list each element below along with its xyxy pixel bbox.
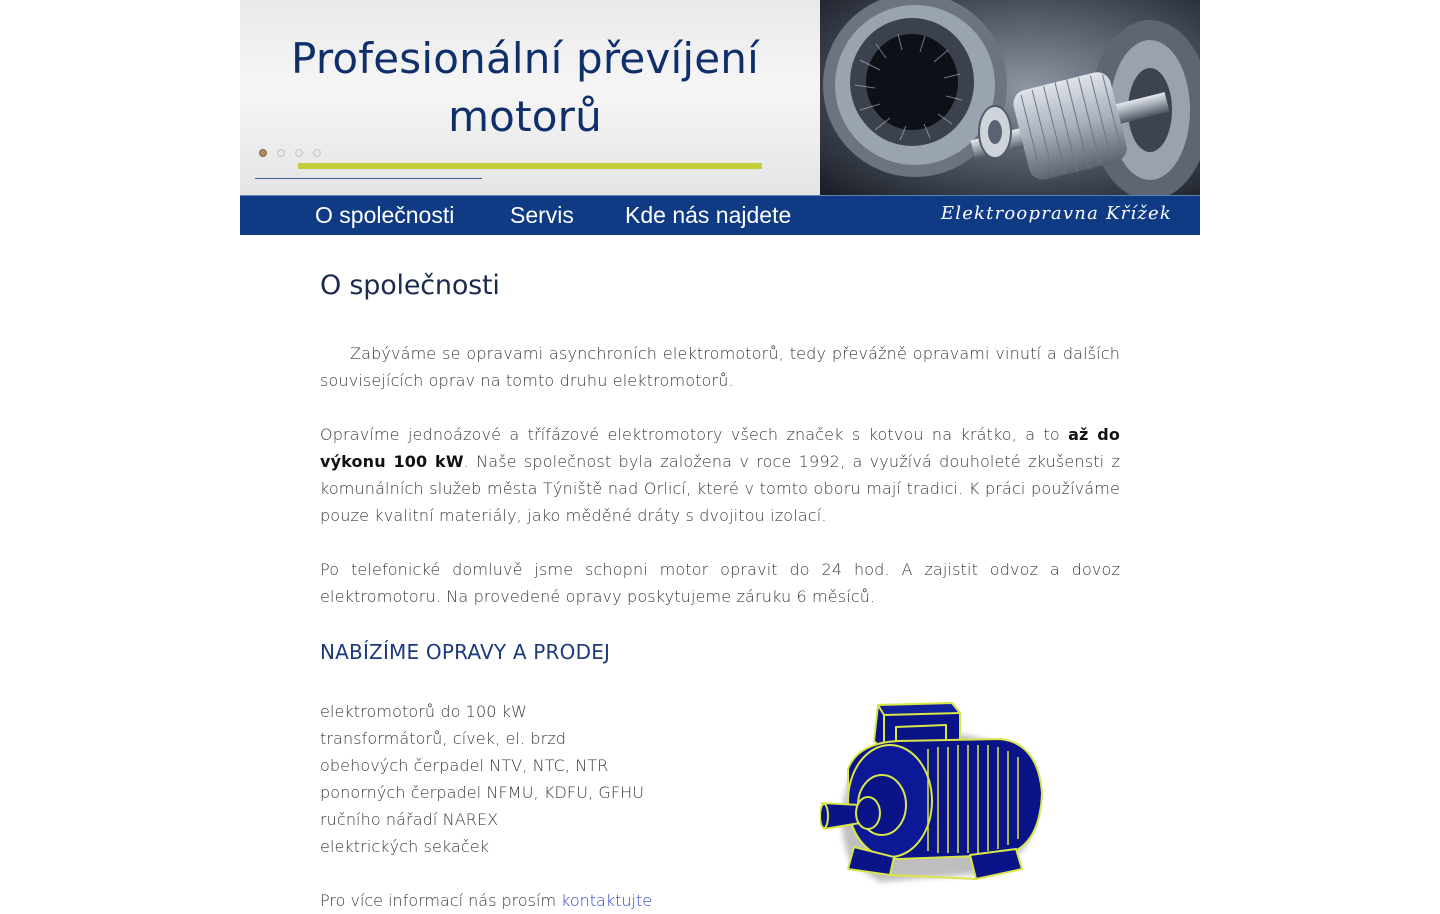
contact-link[interactable]: kontaktujte [561, 891, 653, 910]
banner-title-line2: motorů [448, 92, 602, 141]
banner-title [280, 30, 770, 146]
section-title-services: NABÍZÍME OPRAVY A PRODEJ [320, 640, 611, 664]
intro-paragraph: Zabýváme se opravami asynchroních elektromotorů, tedy převážně opravami vinutí a dalších souvisejících oprav na tomto druhu elektromotorů. [320, 344, 1120, 390]
electric-motor-illustration [820, 697, 1050, 889]
slider-dot-3[interactable] [295, 149, 303, 157]
brand-logo-text: Elektroopravna Křížek [940, 203, 1172, 224]
slider-dot-1[interactable] [259, 149, 267, 157]
list-item: transformátorů, cívek, el. brzd [320, 729, 567, 748]
banner-title-line1: Profesionální převíjení [291, 34, 759, 83]
hero-banner [240, 0, 1200, 195]
banner-divider-line [255, 178, 482, 179]
list-item: elektrických sekaček [320, 837, 490, 856]
list-item: obehových čerpadel NTV, NTC, NTR [320, 756, 609, 775]
page [240, 0, 1200, 910]
page-title: O společnosti [320, 270, 500, 301]
list-item: elektromotorů do 100 kW [320, 702, 527, 721]
service-terms-paragraph: Po telefonické domluvě jsme schopni motor opravit do 24 hod. A zajistit odvoz a dovoz elektromotoru. Na provedené opravy poskytujeme záruku 6 měsíců. [320, 560, 1120, 606]
power-limit-highlight: až do výkonu 100 kW [320, 425, 1120, 471]
slider-dot-2[interactable] [277, 149, 285, 157]
main-nav [240, 195, 1200, 235]
motor-stator-photo [820, 0, 1200, 195]
slider-dots [259, 149, 321, 157]
repair-paragraph-text-2: . Naše společnost byla založena v roce 1992, a využívá douholeté zkušensti z komunálních služeb města Týniště nad Orlicí, které v tomto oboru mají tradici. K práci používáme pouze kvalitní materiály, jako měděné dráty s dvojitou izolací. [320, 452, 1120, 525]
contact-line [320, 887, 652, 914]
contact-line-text: Pro více informací nás prosím [320, 891, 562, 910]
list-item: ručního nářadí NAREX [320, 810, 499, 829]
banner-accent-bar [298, 163, 762, 169]
nav-item-servis[interactable]: Servis [510, 202, 574, 228]
nav-item-kde-nas-najdete[interactable]: Kde nás najdete [625, 202, 792, 228]
nav-item-o-spolecnosti[interactable]: O společnosti [315, 202, 455, 228]
repair-paragraph-text: Opravíme jednoázové a třífázové elektromotory všech značek s kotvou na krátko, a to [320, 425, 1069, 444]
repair-paragraph [320, 421, 1120, 529]
service-list [320, 698, 644, 860]
slider-dot-4[interactable] [313, 149, 321, 157]
list-item: ponorných čerpadel NFMU, KDFU, GFHU [320, 783, 645, 802]
